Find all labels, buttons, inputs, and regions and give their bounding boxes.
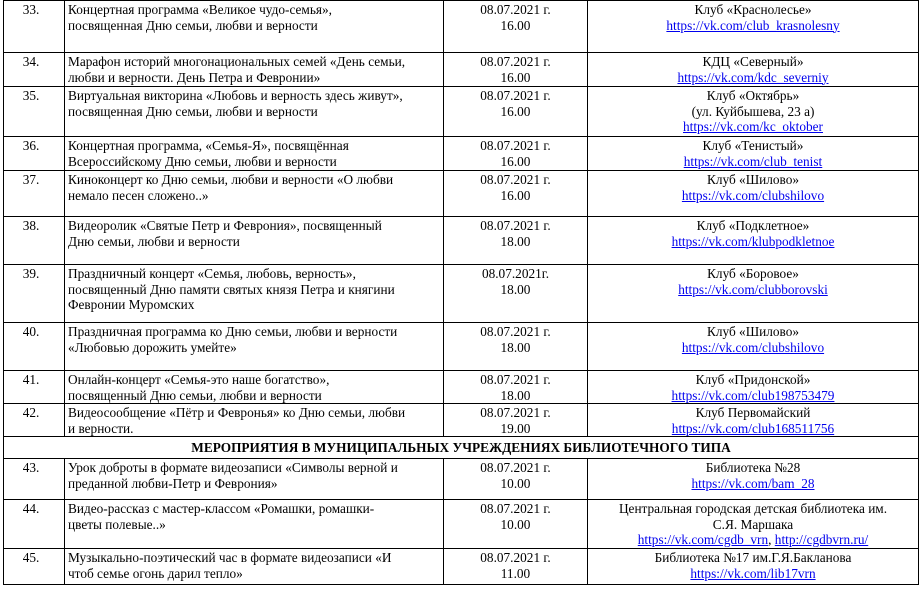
event-title-line: цветы полевые..» [68,516,166,532]
event-title-line: Марафон историй многонациональных семей «День семьи, [68,54,406,69]
event-date: 08.07.2021 г. [480,460,551,475]
event-venue [588,87,919,137]
event-date: 08.07.2021г. [481,266,550,281]
venue-name: Клуб «Шилово» [706,172,799,187]
event-venue [588,1,919,53]
table-row [4,171,919,217]
event-title [65,323,444,371]
table-row [4,1,919,53]
event-title-line: Видеоролик «Святые Петр и Феврония», посвященный [68,218,382,233]
event-title-line: преданной любви-Петр и Феврония» [68,475,278,491]
event-title-line: Онлайн-концерт «Семья-это наше богатство», [68,372,330,387]
event-title [65,371,444,404]
events-table-body [4,1,919,585]
row-number: 34. [4,53,65,87]
venue-link[interactable]: https://vk.com/clubborovski [678,281,828,297]
venue-name: Клуб Первомайский [695,405,811,420]
venue-link[interactable]: https://vk.com/kdc_severniy [677,69,829,85]
event-venue [588,171,919,217]
event-title-line: Концертная программа, «Семья-Я», посвящённая [68,138,349,153]
table-row [4,500,919,549]
event-title-line: посвященная Дню семьи, любви и верности [68,17,318,33]
event-venue [588,265,919,323]
events-table [3,0,919,585]
event-date: 08.07.2021 г. [480,138,551,153]
event-time: 16.00 [500,69,531,85]
event-venue [588,323,919,371]
event-datetime [444,53,588,87]
event-venue [588,549,919,585]
event-datetime [444,1,588,53]
table-row [4,323,919,371]
event-title [65,404,444,437]
event-datetime [444,265,588,323]
venue-links [591,70,915,86]
event-title [65,137,444,171]
venue-name: КДЦ «Северный» [702,54,804,69]
row-number: 37. [4,171,65,217]
row-number: 42. [4,404,65,437]
venue-link[interactable]: https://vk.com/club168511756 [671,420,835,436]
venue-links [591,388,915,404]
event-title-line: любви и верности. День Петра и Февронии» [68,69,321,85]
event-datetime [444,500,588,549]
venue-link[interactable]: https://vk.com/bam_28 [691,475,815,491]
event-time: 19.00 [500,420,531,436]
venue-link[interactable]: https://vk.com/club_tenist [683,153,823,169]
row-number: 44. [4,500,65,549]
event-date: 08.07.2021 г. [480,172,551,187]
row-number: 38. [4,217,65,265]
venue-link[interactable]: https://vk.com/cgdb_vrn [637,532,769,547]
event-title-line: Дню семьи, любви и верности [68,233,240,249]
event-title [65,171,444,217]
event-title-line: Февронии Муромских [68,297,195,312]
venue-links [591,18,915,34]
venue-name: Клуб «Придонской» [695,372,811,387]
event-datetime [444,87,588,137]
table-row [4,265,919,323]
event-title [65,217,444,265]
event-title [65,549,444,585]
venue-link[interactable]: http://cgdbvrn.ru/ [774,532,869,547]
event-venue [588,371,919,404]
table-row [4,87,919,137]
venue-name: Клуб «Краснолесье» [694,2,812,17]
event-title-line: посвященная Дню семьи, любви и верности [68,103,318,119]
venue-link[interactable]: https://vk.com/klubpodkletnoe [671,233,835,249]
venue-name: Библиотека №28 [705,460,801,475]
event-title-line: «Любовью дорожить умейте» [68,339,237,355]
table-row [4,549,919,585]
event-title-line: Всероссийскому Дню семьи, любви и верности [68,153,337,169]
row-number: 43. [4,459,65,500]
event-title [65,1,444,53]
venue-name: Клуб «Шилово» [706,324,799,339]
event-title-line: Праздничная программа ко Дню семьи, любви и верности [68,324,398,339]
event-title-line: Концертная программа «Великое чудо-семья», [68,2,332,17]
section-heading-row [4,437,919,459]
row-number: 40. [4,323,65,371]
venue-links [591,566,915,582]
venue-name: С.Я. Маршака [712,516,794,532]
event-title [65,87,444,137]
event-title [65,459,444,500]
venue-name: Клуб «Тенистый» [702,138,804,153]
event-time: 16.00 [500,187,531,203]
event-title-line: Киноконцерт ко Дню семьи, любви и верности «О любви [68,172,394,187]
venue-name: (ул. Куйбышева, 23 а) [691,103,815,119]
event-venue [588,500,919,549]
event-datetime [444,404,588,437]
venue-links [591,282,915,298]
event-venue [588,459,919,500]
venue-link[interactable]: https://vk.com/clubshilovo [681,187,825,203]
venue-link[interactable]: https://vk.com/club_krasnolesny [666,17,840,33]
event-time: 18.00 [500,387,531,403]
event-venue [588,404,919,437]
table-row [4,371,919,404]
venue-name: Клуб «Подклетное» [696,218,810,233]
venue-name: Центральная городская детская библиотека им. [618,501,888,516]
event-date: 08.07.2021 г. [480,88,551,103]
venue-links [591,476,915,492]
event-title-line: Виртуальная викторина «Любовь и верность здесь живут», [68,88,403,103]
venue-name: Клуб «Октябрь» [706,88,800,103]
venue-links: https://vk.com/cgdb_vrn, http://cgdbvrn.ru/ [637,532,869,547]
event-date: 08.07.2021 г. [480,501,551,516]
event-title-line: Урок доброты в формате видеозаписи «Символы верной и [68,460,398,475]
event-title [65,53,444,87]
venue-link[interactable]: https://vk.com/clubshilovo [681,339,825,355]
event-time: 16.00 [500,17,531,33]
event-datetime [444,549,588,585]
event-title-line: Видеосообщение «Пётр и Февронья» ко Дню семьи, любви [68,405,406,420]
table-row [4,404,919,437]
event-title [65,265,444,323]
event-date: 08.07.2021 г. [480,54,551,69]
event-title-line: посвященный Дню семьи, любви и верности [68,387,322,403]
event-datetime [444,371,588,404]
event-title-line: Праздничный концерт «Семья, любовь, верность», [68,266,356,281]
event-datetime [444,217,588,265]
event-title-line: чтоб семье огонь дарил тепло» [68,565,243,581]
row-number: 45. [4,549,65,585]
table-row [4,53,919,87]
event-venue [588,217,919,265]
event-date: 08.07.2021 г. [480,405,551,420]
row-number: 41. [4,371,65,404]
event-time: 16.00 [500,103,531,119]
venue-link[interactable]: https://vk.com/club198753479 [671,387,835,403]
venue-links [591,234,915,250]
event-datetime [444,323,588,371]
venue-links [591,340,915,356]
event-date: 08.07.2021 г. [480,218,551,233]
event-venue [588,53,919,87]
event-title-line: и верности. [68,420,134,436]
event-time: 18.00 [500,233,531,249]
event-date: 08.07.2021 г. [480,550,551,565]
event-time: 18.00 [500,281,531,297]
row-number: 33. [4,1,65,53]
event-title-line: немало песен сложено..» [68,187,209,203]
venue-name: Клуб «Боровое» [707,266,799,281]
venue-link[interactable]: https://vk.com/lib17vrn [690,565,816,581]
event-title-line: посвященный Дню памяти святых князя Петра и княгини [68,281,395,297]
event-title-line: Музыкально-поэтический час в формате видеозаписи «И [68,550,392,565]
event-time: 10.00 [500,475,531,491]
event-datetime [444,459,588,500]
table-row [4,137,919,171]
event-time: 18.00 [500,339,531,355]
event-title [65,500,444,549]
venue-link[interactable]: https://vk.com/kc_oktober [683,119,823,134]
venue-links [591,154,915,170]
venue-links [591,119,915,135]
venue-name: Библиотека №17 им.Г.Я.Бакланова [654,550,852,565]
event-datetime [444,171,588,217]
venue-links [591,421,915,437]
event-date: 08.07.2021 г. [480,372,551,387]
event-date: 08.07.2021 г. [480,324,551,339]
row-number: 35. [4,87,65,137]
event-title-line: Видео-рассказ с мастер-классом «Ромашки, ромашки- [68,501,375,516]
event-venue [588,137,919,171]
row-number: 39. [4,265,65,323]
table-row [4,459,919,500]
event-time: 10.00 [500,516,531,532]
event-datetime [444,137,588,171]
event-date: 08.07.2021 г. [480,2,551,17]
table-row [4,217,919,265]
venue-links [591,188,915,204]
event-time: 11.00 [500,565,531,581]
event-time: 16.00 [500,153,531,169]
row-number: 36. [4,137,65,171]
section-heading: МЕРОПРИЯТИЯ В МУНИЦИПАЛЬНЫХ УЧРЕЖДЕНИЯХ БИБЛИОТЕЧНОГО ТИПА [4,437,919,459]
